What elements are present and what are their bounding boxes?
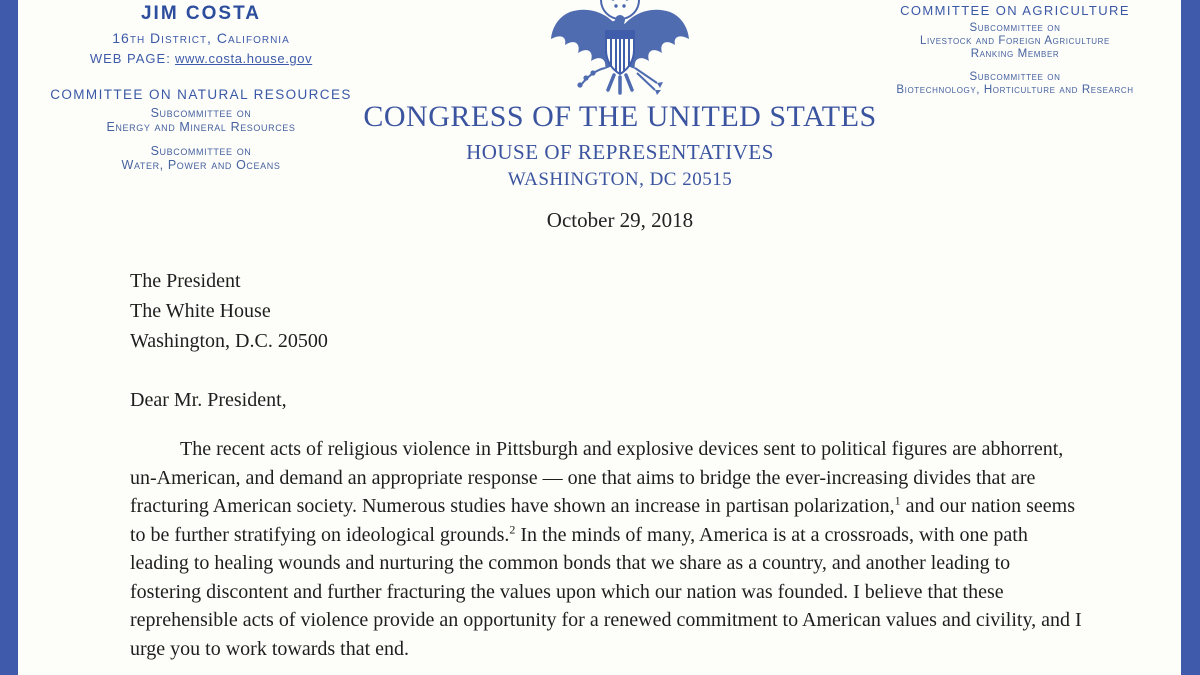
congress-title: CONGRESS OF THE UNITED STATES: [363, 100, 877, 133]
subcommittee-label: Subcommittee on: [969, 71, 1061, 83]
ranking-member-label: Ranking Member: [970, 48, 1060, 60]
paragraph-text: The recent acts of religious violence in Pittsburgh and explosive devices sent to political figures are abhorrent, un-American, and demand an appropriate response — one that aims to bridge the ever-increasing divides that are fracturing American society. Numerous studies have shown an increase in partisan polarization,: [130, 438, 1064, 517]
house-of-representatives-title: HOUSE OF REPRESENTATIVES: [466, 140, 774, 164]
paragraph-text: and our nation seems to be further stratifying on ideological grounds.: [130, 495, 1075, 546]
subcommittee-label: Subcommittee on: [969, 22, 1061, 34]
subcommittee-label: Subcommittee on: [150, 106, 252, 120]
washington-dc-line: WASHINGTON, DC 20515: [507, 169, 733, 190]
paragraph-text: In the minds of many, America is at a crossroads, with one path leading to healing wounds and nurturing the common bonds that we share as a country, and another leading to fostering discontent and further fracturing the values upon which our nation was founded. I believe that these reprehensible acts of violence provide an opportunity for a renewed commitment to American values and civility, and I urge you to work towards that end.: [130, 523, 1082, 660]
letterhead-right-column: [858, 3, 1172, 97]
committee-agriculture-title: COMMITTEE ON AGRICULTURE: [900, 3, 1130, 18]
salutation: Dear Mr. President,: [130, 389, 287, 411]
letterhead-left-column: [34, 3, 368, 172]
recipient-line: Washington, D.C. 20500: [130, 330, 328, 352]
right-edge-bar: [1181, 0, 1200, 675]
footnote-ref-2: 2: [509, 521, 516, 536]
subcommittee-livestock-foreign-ag: Livestock and Foreign Agriculture: [919, 35, 1110, 47]
webpage-url: www.costa.house.gov: [175, 51, 313, 66]
recipient-line: The White House: [130, 300, 271, 322]
recipient-address-block: [130, 266, 1082, 356]
subcommittee-biotech-horticulture: Biotechnology, Horticulture and Research: [896, 84, 1134, 96]
subcommittee-water-power-oceans: Water, Power and Oceans: [121, 158, 281, 172]
member-webpage-line: [34, 51, 368, 66]
left-edge-bar: [0, 0, 18, 675]
great-seal-eagle-icon: [360, 0, 880, 98]
recipient-line: The President: [130, 270, 241, 292]
member-name: JIM COSTA: [140, 3, 262, 24]
letter-paragraph: [130, 435, 1082, 663]
committee-natural-resources-title: COMMITTEE ON NATURAL RESOURCES: [50, 87, 352, 102]
webpage-label: WEB PAGE:: [89, 51, 171, 66]
letter-date: October 29, 2018: [546, 208, 694, 232]
footnote-ref-1: 1: [894, 493, 901, 508]
subcommittee-energy-mineral: Energy and Mineral Resources: [106, 120, 296, 134]
member-district: 16th District, California: [112, 30, 290, 46]
letter-body: [130, 266, 1082, 663]
subcommittee-label: Subcommittee on: [150, 144, 252, 158]
letterhead-center-column: [360, 0, 880, 233]
